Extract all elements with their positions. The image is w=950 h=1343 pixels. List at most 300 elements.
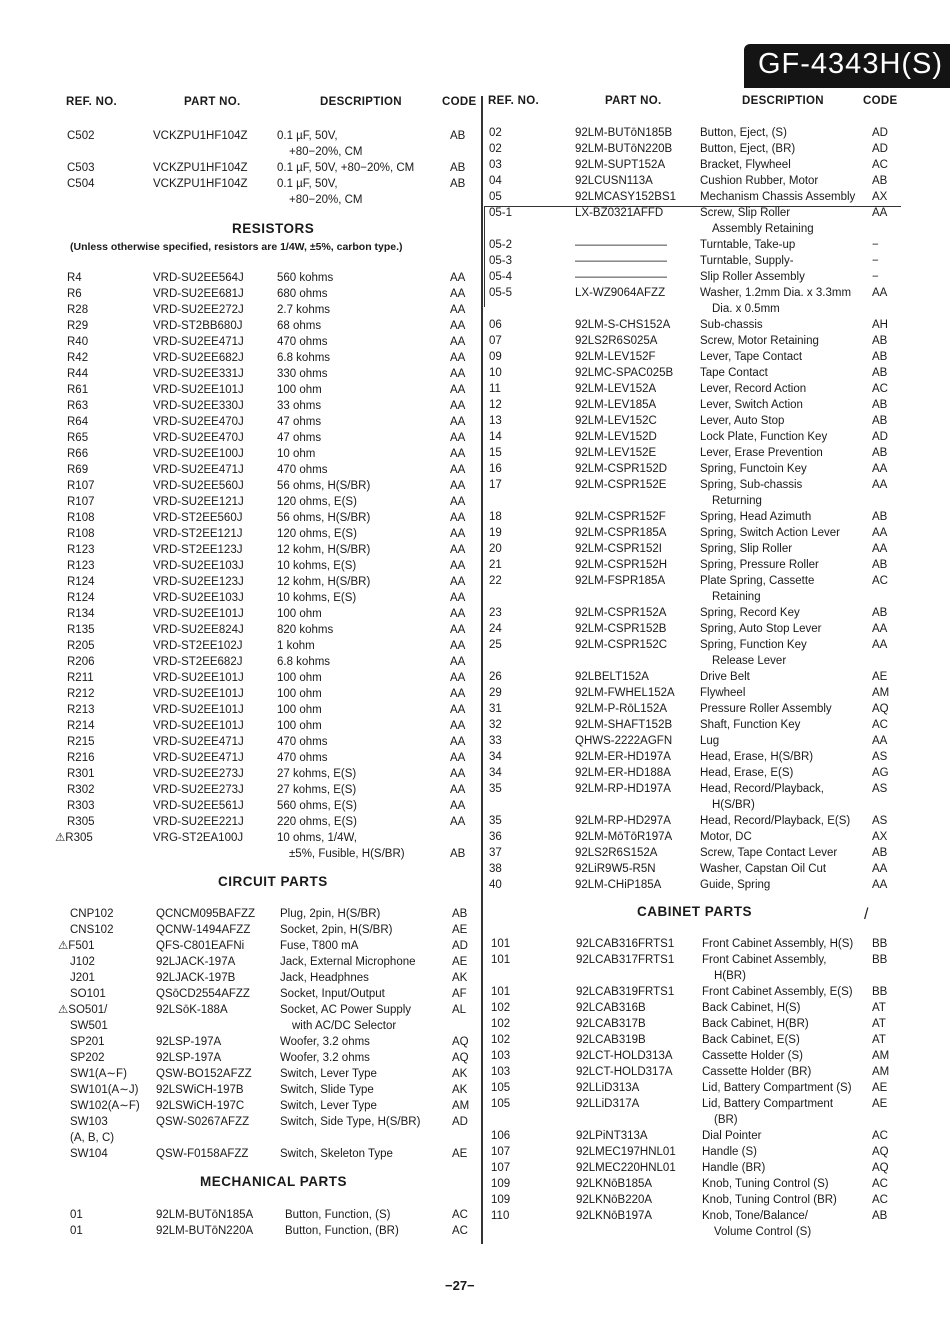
code: AA — [450, 784, 466, 796]
code: AB — [450, 848, 466, 860]
part-no: 92LM-P-RōL152A — [575, 703, 668, 715]
description: Cassette Holder (BR) — [702, 1066, 812, 1078]
part-no: QSW-F0158AFZZ — [156, 1148, 249, 1160]
part-no: VCKZPU1HF104Z — [153, 162, 248, 174]
parts-row — [0, 462, 478, 478]
description: 47 ohms — [277, 432, 322, 444]
part-no: 92LM-CSPR152D — [575, 463, 668, 475]
description: Lever, Erase Prevention — [700, 447, 823, 459]
header-ref-no-right: REF. NO. — [488, 95, 539, 107]
parts-row — [480, 173, 950, 189]
code: AA — [450, 400, 466, 412]
code: AE — [872, 1082, 888, 1094]
parts-row — [480, 237, 950, 253]
code: AQ — [452, 1052, 469, 1064]
code: AE — [452, 1148, 468, 1160]
code: AD — [872, 431, 888, 443]
parts-row-continued — [480, 589, 950, 605]
parts-row — [0, 830, 478, 846]
parts-row — [0, 1002, 478, 1018]
parts-row — [0, 510, 478, 526]
code: AB — [872, 559, 888, 571]
description: Lever, Record Action — [700, 383, 807, 395]
description: Lid, Battery Compartment (S) — [702, 1082, 852, 1094]
description: Switch, Lever Type — [280, 1100, 377, 1112]
code: AS — [872, 783, 888, 795]
description: Jack, Headphnes — [280, 972, 369, 984]
description-continued: ±5%, Fusible, H(S/BR) — [289, 848, 405, 860]
code: AA — [872, 207, 888, 219]
code: AB — [872, 607, 888, 619]
code: AB — [452, 908, 468, 920]
parts-row — [480, 557, 950, 573]
code: AA — [450, 624, 466, 636]
part-no: 92LM-CSPR152C — [575, 639, 668, 651]
parts-row — [0, 398, 478, 414]
parts-row — [480, 333, 950, 349]
parts-row-continued — [480, 653, 950, 669]
description: Spring, Auto Stop Lever — [700, 623, 822, 635]
description: 10 ohm — [277, 448, 316, 460]
code: AA — [450, 592, 466, 604]
part-no: 92LKNōB220A — [576, 1194, 653, 1206]
code: AX — [872, 831, 888, 843]
section-title-resistors: RESISTORS — [232, 221, 315, 236]
header-part-no-right: PART NO. — [605, 95, 662, 107]
description: Plug, 2pin, H(S/BR) — [280, 908, 381, 920]
part-no: 92LCAB316B — [576, 1002, 646, 1014]
code: AD — [872, 127, 888, 139]
ref-no: R214 — [67, 720, 95, 732]
resistors-note: (Unless otherwise specified, resistors are 1/4W, ±5%, carbon type.) — [70, 241, 403, 253]
part-no: 92LKNōB185A — [576, 1178, 653, 1190]
description: Head, Erase, E(S) — [700, 767, 794, 779]
part-no: QSW-S0267AFZZ — [156, 1116, 250, 1128]
description: Switch, Slide Type — [280, 1084, 374, 1096]
parts-row — [480, 1000, 950, 1016]
code: AC — [872, 1178, 888, 1190]
model-badge — [744, 44, 950, 88]
parts-row-continued — [0, 1130, 478, 1146]
description: Spring, Record Key — [700, 607, 800, 619]
parts-row — [0, 270, 478, 286]
part-no: ———————— — [575, 239, 667, 251]
ref-no: 103 — [491, 1066, 511, 1078]
part-no: 92LCAB317FRTS1 — [576, 954, 675, 966]
part-no: 92LJACK-197B — [156, 972, 236, 984]
parts-row — [0, 766, 478, 782]
description: 100 ohm — [277, 704, 322, 716]
ref-no: R211 — [67, 672, 94, 684]
ref-no: 35 — [489, 783, 502, 795]
description: 56 ohms, H(S/BR) — [277, 512, 371, 524]
ref-no: J102 — [70, 956, 95, 968]
description: 100 ohm — [277, 384, 322, 396]
code: AB — [450, 178, 466, 190]
parts-row — [0, 1066, 478, 1082]
description-continued: +80−20%, CM — [289, 194, 363, 206]
parts-row — [480, 1064, 950, 1080]
ref-no: ⚠R305 — [55, 832, 93, 844]
code: AB — [872, 511, 888, 523]
part-no: VRD-SU2EE681J — [153, 288, 244, 300]
description-continued: +80−20%, CM — [289, 146, 363, 158]
description: Head, Erase, H(S/BR) — [700, 751, 814, 763]
parts-row — [0, 986, 478, 1002]
description-continued: Release Lever — [712, 655, 787, 667]
parts-row — [0, 128, 478, 144]
ref-no: 03 — [489, 159, 502, 171]
description: Guide, Spring — [700, 879, 771, 891]
description: 330 ohms — [277, 368, 328, 380]
part-no: VRD-SU2EE564J — [153, 272, 244, 284]
ref-no: 38 — [489, 863, 502, 875]
code: AB — [872, 367, 888, 379]
parts-row-continued — [480, 1224, 950, 1240]
description: Bracket, Flywheel — [700, 159, 791, 171]
ref-no: SW1(A∼F) — [70, 1068, 127, 1080]
ref-no: R135 — [67, 624, 95, 636]
ref-no: SW103 — [70, 1116, 108, 1128]
parts-row — [0, 574, 478, 590]
ref-no: 01 — [70, 1209, 83, 1221]
ref-no: R206 — [67, 656, 95, 668]
ref-no: 102 — [491, 1018, 511, 1030]
code: AA — [450, 352, 466, 364]
parts-row — [0, 526, 478, 542]
part-no: 92LM-LEV185A — [575, 399, 657, 411]
parts-row — [480, 621, 950, 637]
parts-row — [480, 349, 950, 365]
ref-no: 40 — [489, 879, 502, 891]
part-no: QFS-C801EAFNi — [156, 940, 245, 952]
code: AA — [872, 287, 888, 299]
description: Spring, Slip Roller — [700, 543, 793, 555]
parts-row — [480, 461, 950, 477]
description: Screw, Slip Roller — [700, 207, 791, 219]
parts-row — [480, 936, 950, 952]
parts-row — [0, 922, 478, 938]
part-no: 92LM-CSPR152I — [575, 543, 662, 555]
ref-no: R107 — [67, 496, 95, 508]
code: AA — [450, 480, 466, 492]
part-no: QCNCM095BAFZZ — [156, 908, 256, 920]
parts-row — [480, 1160, 950, 1176]
description: Knob, Tuning Control (S) — [702, 1178, 829, 1190]
part-no: 92LMEC197HNL01 — [576, 1146, 676, 1158]
part-no: VRD-ST2BB680J — [153, 320, 243, 332]
header-part-no: PART NO. — [184, 96, 241, 108]
ref-no: C503 — [67, 162, 95, 174]
part-no: VRD-SU2EE103J — [153, 560, 244, 572]
ref-no: 05-1 — [489, 207, 513, 219]
description: Back Cabinet, H(S) — [702, 1002, 801, 1014]
description: Tape Contact — [700, 367, 768, 379]
parts-row — [480, 285, 950, 301]
description: Cassette Holder (S) — [702, 1050, 803, 1062]
part-no: 92LiR9W5-R5N — [575, 863, 656, 875]
ref-no: R301 — [67, 768, 95, 780]
parts-row — [480, 189, 950, 205]
parts-row — [480, 573, 950, 589]
parts-row — [0, 366, 478, 382]
description: Cushion Rubber, Motor — [700, 175, 819, 187]
description: Plate Spring, Cassette — [700, 575, 815, 587]
description: 100 ohm — [277, 688, 322, 700]
code: AA — [450, 528, 466, 540]
ref-no: 34 — [489, 751, 502, 763]
parts-row — [480, 525, 950, 541]
part-no: 92LMC-SPAC025B — [575, 367, 674, 379]
parts-row — [0, 638, 478, 654]
description: Shaft, Function Key — [700, 719, 801, 731]
code: AA — [872, 527, 888, 539]
code: AT — [872, 1002, 886, 1014]
parts-row — [0, 1098, 478, 1114]
description: Spring, Sub-chassis — [700, 479, 803, 491]
code: AA — [450, 320, 466, 332]
part-no: 92LM-BUTōN220B — [575, 143, 673, 155]
code: AA — [450, 464, 466, 476]
parts-row-continued — [480, 797, 950, 813]
description: Screw, Tape Contact Lever — [700, 847, 838, 859]
part-no: 92LSP-197A — [156, 1036, 222, 1048]
parts-row — [0, 430, 478, 446]
parts-row — [480, 669, 950, 685]
part-no: VRD-SU2EE560J — [153, 480, 244, 492]
description: 560 kohms — [277, 272, 334, 284]
ref-no: R215 — [67, 736, 95, 748]
section-title-cabinet-parts: CABINET PARTS — [637, 904, 753, 919]
description: Button, Eject, (BR) — [700, 143, 796, 155]
part-no: VRD-SU2EE471J — [153, 736, 244, 748]
ref-no: 33 — [489, 735, 502, 747]
part-no: VRD-SU2EE471J — [153, 464, 244, 476]
ref-no: 29 — [489, 687, 502, 699]
parts-row — [0, 814, 478, 830]
description-continued: H(S/BR) — [712, 799, 755, 811]
ref-no: 101 — [491, 954, 511, 966]
part-no: VRD-SU2EE470J — [153, 416, 244, 428]
part-no: VRD-SU2EE330J — [153, 400, 244, 412]
part-no: VRD-SU2EE561J — [153, 800, 244, 812]
parts-row — [480, 813, 950, 829]
code: AQ — [452, 1036, 469, 1048]
parts-row — [0, 446, 478, 462]
code: AA — [450, 768, 466, 780]
page-number: −27− — [445, 1278, 475, 1293]
code: − — [872, 271, 879, 283]
code: BB — [872, 954, 888, 966]
ref-no: R216 — [67, 752, 95, 764]
parts-row — [0, 302, 478, 318]
description: Knob, Tuning Control (BR) — [702, 1194, 837, 1206]
part-no: 92LM-BUTōN185A — [156, 1209, 254, 1221]
code: AC — [872, 383, 888, 395]
ref-no: 13 — [489, 415, 502, 427]
part-no: VCKZPU1HF104Z — [153, 178, 248, 190]
header-description-right: DESCRIPTION — [742, 95, 824, 107]
ref-no: R66 — [67, 448, 89, 460]
ref-no: R29 — [67, 320, 89, 332]
part-no: VRD-SU2EE471J — [153, 336, 244, 348]
parts-row — [0, 938, 478, 954]
parts-row — [0, 160, 478, 176]
ref-no: R42 — [67, 352, 89, 364]
code: AA — [450, 560, 466, 572]
ref-no: 110 — [491, 1210, 510, 1222]
ref-no: 23 — [489, 607, 502, 619]
description: Fuse, T800 mA — [280, 940, 359, 952]
section-title-mechanical-parts: MECHANICAL PARTS — [200, 1174, 348, 1189]
parts-row — [480, 157, 950, 173]
parts-row — [480, 381, 950, 397]
code: AD — [872, 143, 888, 155]
parts-row — [0, 654, 478, 670]
description-continued: Volume Control (S) — [714, 1226, 812, 1238]
part-no: 92LM-FSPR185A — [575, 575, 666, 587]
part-no: 92LM-CSPR152F — [575, 511, 666, 523]
part-no: 92LPiNT313A — [576, 1130, 648, 1142]
code: AC — [452, 1225, 468, 1237]
description: 27 kohms, E(S) — [277, 768, 357, 780]
part-no: ———————— — [575, 255, 667, 267]
code: AB — [872, 335, 888, 347]
code: AA — [450, 384, 466, 396]
code: AC — [872, 1130, 888, 1142]
ref-no: CNP102 — [70, 908, 114, 920]
parts-row — [0, 558, 478, 574]
description: Drive Belt — [700, 671, 750, 683]
parts-row — [480, 253, 950, 269]
parts-row — [0, 1034, 478, 1050]
parts-row — [480, 637, 950, 653]
code: AA — [450, 656, 466, 668]
ref-no: R213 — [67, 704, 95, 716]
part-no: VRD-ST2EE560J — [153, 512, 243, 524]
part-no: 92LBELT152A — [575, 671, 649, 683]
parts-row — [480, 733, 950, 749]
ref-no: R108 — [67, 528, 95, 540]
description: 27 kohms, E(S) — [277, 784, 357, 796]
parts-row — [0, 750, 478, 766]
code: AA — [450, 544, 466, 556]
parts-row — [480, 1192, 950, 1208]
code: AS — [872, 815, 888, 827]
part-no: 92LS2R6S152A — [575, 847, 658, 859]
ref-no: 12 — [489, 399, 502, 411]
ref-no: SW104 — [70, 1148, 108, 1160]
part-no: QHWS-2222AGFN — [575, 735, 673, 747]
ref-no: 25 — [489, 639, 502, 651]
description: Back Cabinet, H(BR) — [702, 1018, 809, 1030]
description: 0.1 µF, 50V, +80−20%, CM — [277, 162, 415, 174]
parts-row — [0, 542, 478, 558]
description: Turntable, Supply- — [700, 255, 794, 267]
parts-row — [480, 685, 950, 701]
parts-row — [480, 605, 950, 621]
part-no: 92LM-BUTōN185B — [575, 127, 673, 139]
parts-row-continued — [480, 493, 950, 509]
ref-no: 05 — [489, 191, 502, 203]
description: 10 ohms, 1/4W, — [277, 832, 357, 844]
ref-no: R4 — [67, 272, 82, 284]
parts-row — [480, 429, 950, 445]
part-no: 92LM-SUPT152A — [575, 159, 666, 171]
ref-no: R69 — [67, 464, 89, 476]
parts-row — [0, 414, 478, 430]
parts-row — [480, 765, 950, 781]
ref-no: 11 — [489, 383, 501, 395]
description: Button, Function, (S) — [285, 1209, 391, 1221]
code: AA — [872, 639, 888, 651]
parts-row — [0, 686, 478, 702]
parts-row — [480, 509, 950, 525]
description: 470 ohms — [277, 464, 328, 476]
parts-row — [0, 318, 478, 334]
description: 120 ohms, E(S) — [277, 496, 357, 508]
part-no: ———————— — [575, 271, 667, 283]
parts-row — [0, 350, 478, 366]
part-no: VRD-SU2EE123J — [153, 576, 244, 588]
part-no: 92LM-CSPR152A — [575, 607, 667, 619]
code: AG — [872, 767, 889, 779]
code: AC — [872, 575, 888, 587]
ref-no: R63 — [67, 400, 89, 412]
parts-row-continued — [480, 301, 950, 317]
code: AF — [452, 988, 467, 1000]
part-no: 92LM-SHAFT152B — [575, 719, 673, 731]
code: AM — [872, 1066, 890, 1078]
ref-no: 19 — [489, 527, 502, 539]
ref-no: 107 — [491, 1146, 511, 1158]
ref-no: 17 — [489, 479, 502, 491]
ref-no: 37 — [489, 847, 502, 859]
description: 0.1 µF, 50V, — [277, 130, 338, 142]
code: AB — [450, 130, 466, 142]
ref-no: 102 — [491, 1034, 511, 1046]
description: Lever, Tape Contact — [700, 351, 803, 363]
description-continued: Retaining — [712, 591, 761, 603]
ref-no: R134 — [67, 608, 95, 620]
ref-no: 02 — [489, 127, 502, 139]
code: AA — [450, 720, 466, 732]
ref-no: R305 — [67, 816, 95, 828]
description: Socket, Input/Output — [280, 988, 385, 1000]
description-continued: (BR) — [714, 1114, 738, 1126]
code: AC — [872, 719, 888, 731]
ref-no: 15 — [489, 447, 502, 459]
ref-no: 26 — [489, 671, 502, 683]
code: AA — [450, 640, 466, 652]
description: Handle (S) — [702, 1146, 757, 1158]
ref-no: 34 — [489, 767, 502, 779]
code: AB — [872, 1210, 888, 1222]
ref-no: 21 — [489, 559, 502, 571]
description: Lever, Auto Stop — [700, 415, 785, 427]
description: Spring, Switch Action Lever — [700, 527, 840, 539]
ref-no: 103 — [491, 1050, 511, 1062]
code: AA — [450, 576, 466, 588]
description: 10 kohms, E(S) — [277, 592, 357, 604]
part-no: QCNW-1494AFZZ — [156, 924, 251, 936]
ref-no: 102 — [491, 1002, 511, 1014]
ref-no: 105 — [491, 1098, 511, 1110]
part-no: VRD-SU2EE331J — [153, 368, 244, 380]
part-no: VRD-SU2EE824J — [153, 624, 244, 636]
parts-row — [0, 606, 478, 622]
code: AA — [450, 368, 466, 380]
